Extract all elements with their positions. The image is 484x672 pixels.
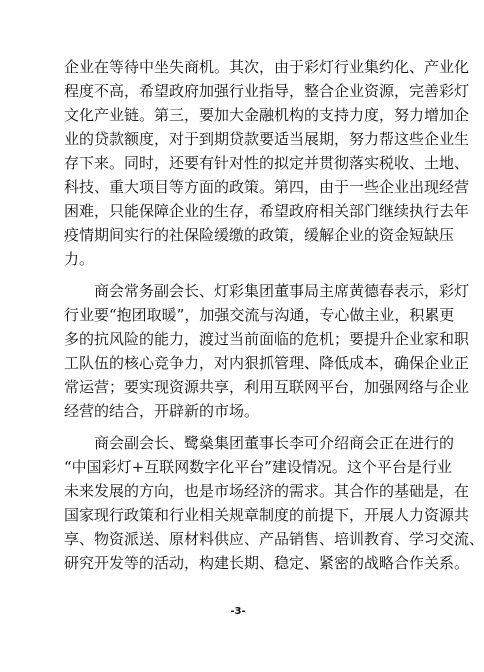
- text-line: “中国彩灯+互联网数字化平台”建设情况。这个平台是行业: [64, 458, 452, 476]
- text-line: 多的抗风险的能力，渡过当前面临的危机；要提升企业家和职: [64, 330, 470, 348]
- text-line: 存下来。同时，还要有针对性的拟定并贯彻落实税收、土地、: [64, 154, 470, 172]
- text-line: 程度不高，希望政府加强行业指导，整合企业资源，完善彩灯: [64, 82, 470, 100]
- text-line: 业的贷款额度，对于到期贷款要适当展期，努力帮这些企业生: [64, 130, 470, 148]
- text-line: 研究开发等的活动，构建长期、稳定、紧密的战略合作关系。: [64, 554, 470, 572]
- text-line: 困难，只能保障企业的生存，希望政府相关部门继续执行去年: [64, 202, 470, 220]
- paragraph-1: [64, 55, 470, 271]
- paragraph-spacing: [64, 271, 424, 279]
- paragraph-spacing: [64, 423, 424, 431]
- text-line: 科技、重大项目等方面的政策。第四，由于一些企业出现经营: [64, 178, 470, 196]
- text-line: 疫情期间实行的社保险缓缴的政策，缓解企业的资金短缺压: [64, 226, 455, 244]
- text-line: 常运营；要实现资源共享，利用互联网平台，加强网络与企业: [64, 378, 470, 396]
- text-line: 商会常务副会长、灯彩集团董事局主席黄德春表示，彩灯: [64, 282, 470, 300]
- text-line: 未来发展的方向，也是市场经济的需求。其合作的基础是，在: [64, 482, 470, 500]
- text-line: 享、物资派送、原材料供应、产品销售、培训教育、学习交流、: [64, 530, 484, 548]
- text-line: 经营的结合，开辟新的市场。: [64, 402, 260, 420]
- page-number: -3-: [230, 606, 246, 617]
- text-line: 文化产业链。第三，要加大金融机构的支持力度，努力增加企: [64, 106, 470, 124]
- text-line: 企业在等待中坐失商机。其次，由于彩灯行业集约化、产业化: [64, 58, 470, 76]
- text-line: 商会副会长、鹭燊集团董事长李可介绍商会正在进行的: [64, 434, 455, 452]
- paragraph-3: [64, 431, 484, 575]
- text-line: 国家现行政策和行业相关规章制度的前提下，开展人力资源共: [64, 506, 470, 524]
- paragraph-2: [64, 279, 470, 423]
- text-line: 力。: [64, 250, 95, 268]
- text-line: 行业要“抱团取暖”，加强交流与沟通，专心做主业，积累更: [64, 306, 455, 324]
- text-line: 工队伍的核心竞争力，对内狠抓管理、降低成本，确保企业正: [64, 354, 470, 372]
- body-text: [64, 55, 484, 575]
